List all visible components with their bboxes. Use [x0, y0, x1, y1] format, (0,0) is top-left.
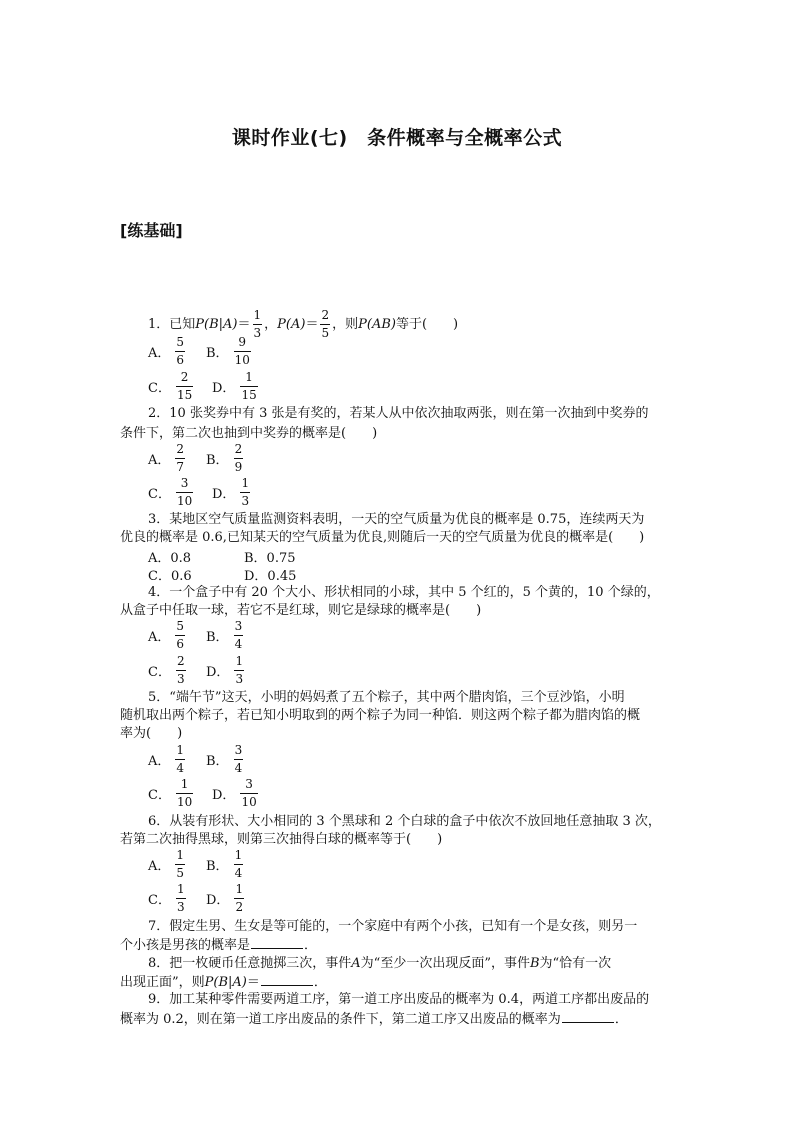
- q1-suffix: 等于( ): [395, 317, 459, 332]
- option-a: A． $\frac{1}{5}$: [148, 848, 185, 880]
- option-c: C． $\frac{1}{10}$: [148, 777, 193, 809]
- q1-eq1: ＝: [237, 317, 251, 332]
- option-c: C．0.6: [148, 569, 192, 584]
- q5-options-row-1: [148, 744, 245, 775]
- question-5-line-2: 随机取出两个粽子，若已知小明取到的两个粽子为同一种馅．则这两个粽子都为腊肉馅的概: [120, 708, 641, 723]
- option-b: B． $\frac{9}{10}$: [206, 335, 250, 367]
- q1-fraction-2: [320, 309, 330, 340]
- page-title: 课时作业(七) 条件概率与全概率公式: [231, 127, 563, 149]
- option-b: B． $\frac{3}{4}$: [206, 743, 243, 775]
- fraction-numerator: 2: [321, 308, 330, 322]
- option-d: D． $\frac{3}{10}$: [212, 777, 257, 809]
- question-7-line-1: 7．假定生男、生女是等可能的，一个家庭中有两个小孩，已知有一个是女孩，则另一: [148, 919, 638, 934]
- option-b: B． $\frac{1}{4}$: [206, 848, 243, 880]
- q5-options-row-2: [148, 778, 260, 809]
- section-heading: [练基础]: [120, 221, 183, 240]
- q1-p-a: P(A): [277, 317, 306, 332]
- option-d: D． $\frac{1}{15}$: [212, 370, 257, 402]
- option-a: A． $\frac{5}{6}$: [148, 619, 185, 651]
- q6-options-row-1: [148, 849, 245, 880]
- q1-fraction-1: [253, 309, 263, 340]
- option-d: D． $\frac{1}{2}$: [206, 882, 244, 914]
- question-3-line-2: 优良的概率是 0.6,已知某天的空气质量为优良,则随后一天的空气质量为优良的概率是( ): [120, 530, 645, 545]
- option-c: C． $\frac{1}{3}$: [148, 882, 185, 914]
- question-8-line-2: 出现正面”，则P(B|A)＝ ．: [120, 975, 327, 990]
- option-a: A．0.8: [148, 551, 192, 566]
- option-c: C． $\frac{2}{3}$: [148, 654, 185, 686]
- question-4-line-2: 从盒子中任取一球，若它不是红球，则它是绿球的概率是( ): [120, 603, 482, 618]
- q3-options-row-1: [148, 547, 296, 566]
- option-a: A． $\frac{5}{6}$: [148, 335, 185, 367]
- fraction-denominator: 3: [253, 326, 262, 340]
- question-8-line-1: 8．把一枚硬币任意抛掷三次，事件A为“至少一次出现反面”，事件B为“恰有一次: [148, 956, 612, 971]
- option-d: D． $\frac{1}{3}$: [206, 654, 244, 686]
- q3-options-row-2: [148, 565, 296, 584]
- answer-blank[interactable]: [251, 936, 303, 949]
- fraction-bar: [253, 324, 263, 325]
- question-4-line-1: 4．一个盒子中有 20 个大小、形状相同的小球，其中 5 个红的，5 个黄的，10 个绿的，: [148, 585, 660, 600]
- option-b: B． $\frac{3}{4}$: [206, 619, 243, 651]
- fraction-bar: [320, 324, 330, 325]
- q1-eq2: ＝: [305, 317, 319, 332]
- q1-sep: ，: [264, 317, 278, 332]
- option-d: D．0.45: [244, 569, 297, 584]
- q1-then: ，则: [332, 317, 359, 332]
- option-d: D． $\frac{1}{3}$: [212, 476, 250, 508]
- question-5-line-1: 5．“端午节”这天，小明的妈妈煮了五个粽子，其中两个腊肉馅，三个豆沙馅，小明: [148, 690, 625, 705]
- q1-prefix: 1．已知: [148, 317, 196, 332]
- question-9-line-2: 概率为 0.2，则在第一道工序出废品的条件下，第二道工序又出废品的概率为 ．: [120, 1012, 628, 1027]
- option-b: B． $\frac{2}{9}$: [206, 442, 243, 474]
- q1-options-row-1: [148, 336, 253, 367]
- option-c: C． $\frac{2}{15}$: [148, 370, 193, 402]
- answer-blank[interactable]: [562, 1010, 614, 1023]
- question-2-line-2: 条件下，第二次也抽到中奖券的概率是( ): [120, 426, 378, 441]
- q6-options-row-2: [148, 883, 246, 914]
- question-7-line-2: 个小孩是男孩的概率是 ．: [120, 938, 318, 953]
- option-a: A． $\frac{2}{7}$: [148, 442, 185, 474]
- question-3-line-1: 3．某地区空气质量监测资料表明，一天的空气质量为优良的概率是 0.75，连续两天为: [148, 512, 645, 527]
- question-2-line-1: 2．10 张奖券中有 3 张是有奖的，若某人从中依次抽取两张，则在第一次抽到中奖券的: [148, 406, 649, 421]
- q2-options-row-1: [148, 443, 245, 474]
- q1-options-row-2: [148, 371, 260, 402]
- answer-blank[interactable]: [261, 973, 313, 986]
- option-c: C． $\frac{3}{10}$: [148, 476, 193, 508]
- question-6-line-2: 若第二次抽得黑球，则第三次抽得白球的概率等于( ): [120, 832, 443, 847]
- q4-options-row-2: [148, 655, 246, 686]
- option-b: B．0.75: [244, 551, 296, 566]
- q4-options-row-1: [148, 620, 245, 651]
- q2-options-row-2: [148, 477, 252, 508]
- fraction-denominator: 5: [321, 326, 330, 340]
- question-9-line-1: 9．加工某种零件需要两道工序，第一道工序出废品的概率为 0.4，两道工序都出废品的: [148, 992, 650, 1007]
- q1-p-ba: P(B|A): [195, 317, 238, 332]
- question-6-line-1: 6．从装有形状、大小相同的 3 个黑球和 2 个白球的盒子中依次不放回地任意抽取 3 次，: [148, 814, 661, 829]
- option-a: A． $\frac{1}{4}$: [148, 743, 185, 775]
- fraction-numerator: 1: [253, 308, 262, 322]
- question-5-line-3: 率为( ): [120, 726, 183, 741]
- q1-p-ab: P(AB): [358, 317, 396, 332]
